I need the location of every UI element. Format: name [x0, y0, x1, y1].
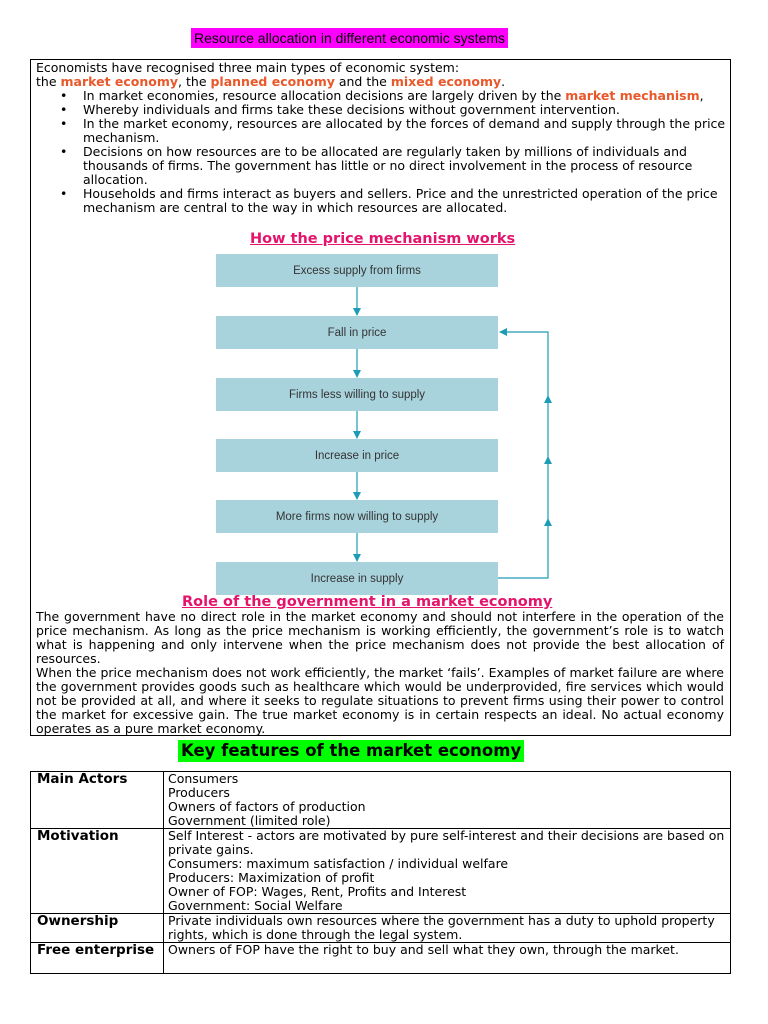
loop-arrowhead-icon — [544, 456, 552, 464]
bullet-icon: • — [60, 116, 68, 131]
table-row — [31, 772, 731, 829]
loop-arrowhead-icon — [544, 395, 552, 403]
key-features-title: Key features of the market economy — [178, 740, 524, 762]
feature-line: Private individuals own resources where the government has a duty to uphold property rights, which is done through the legal system. — [168, 913, 715, 942]
feedback-loop-arrow — [498, 332, 548, 578]
bullet-icon: • — [60, 186, 68, 201]
intro-text: , the — [178, 74, 211, 89]
market-mechanism-term: market mechanism — [565, 88, 700, 103]
feature-key: Motivation — [31, 829, 164, 914]
intro-text: . — [501, 74, 506, 89]
feature-line: Consumers: maximum satisfaction / individual welfare — [168, 856, 509, 871]
flow-step-text: Fall in price — [327, 327, 387, 339]
feature-line: Self Interest - actors are motivated by pure self-interest and their decisions are based on private gains. — [168, 828, 725, 857]
government-paragraph: The government have no direct role in the market economy and should not interfere in the operation of the price mechanism. As long as the price mechanism is working efficiently, the government’s role is to watch what is happening and only intervene when the price mechanism does not provide the best allocation of resources. — [36, 609, 724, 666]
bullet-text: In market economies, resource allocation decisions are largely driven by the — [83, 88, 566, 103]
flow-step-text: Increase in price — [314, 450, 400, 462]
market-economy-term: market economy — [60, 74, 179, 89]
feature-line: Owners of factors of production — [168, 799, 366, 814]
feature-line: Producers: Maximization of profit — [168, 870, 375, 885]
table-row — [31, 829, 731, 914]
planned-economy-term: planned economy — [210, 74, 335, 89]
feature-value — [164, 943, 731, 974]
table-row — [31, 943, 731, 974]
feature-line: Owner of FOP: Wages, Rent, Profits and Interest — [168, 884, 467, 899]
flow-step-text: More firms now willing to supply — [275, 511, 439, 523]
feature-line: Producers — [168, 785, 230, 800]
feature-value — [164, 772, 731, 829]
intro-line-1: Economists have recognised three main types of economic system: — [36, 60, 460, 75]
bullet-text: Households and firms interact as buyers and sellers. Price and the unrestricted operation of the price mechanism are central to the way in which resources are allocated. — [83, 186, 718, 215]
bullet-icon: • — [60, 102, 68, 117]
bullet-text: Decisions on how resources are to be allocated are regularly taken by millions of individuals and thousands of firms. The government has little or no direct involvement in the process of resource allocation. — [83, 144, 693, 187]
bullet-icon: • — [60, 144, 68, 159]
bullet-icon: • — [60, 88, 68, 103]
intro-text: the — [36, 74, 61, 89]
feature-key: Ownership — [31, 914, 164, 943]
government-role-text — [36, 610, 724, 736]
government-role-heading: Role of the government in a market economy — [182, 594, 553, 610]
feature-value — [164, 829, 731, 914]
bullet-text: Whereby individuals and firms take these decisions without government intervention. — [83, 102, 620, 117]
key-features-table — [30, 771, 731, 974]
feature-line: Government: Social Welfare — [168, 898, 343, 913]
flow-step-text: Excess supply from firms — [293, 265, 421, 277]
mixed-economy-term: mixed economy — [390, 74, 502, 89]
feature-line: Consumers — [168, 771, 239, 786]
price-mechanism-heading: How the price mechanism works — [250, 231, 516, 247]
government-paragraph: When the price mechanism does not work efficiently, the market ‘fails’. Examples of market failure are where the government provides goods such as healthcare which would be underprovided, fire services which would not be provided at all, and where it seeks to regulate situations to prevent firms using their power to control the market for excessive gain. The true market economy is in certain respects an ideal. No actual economy operates as a pure market economy. — [36, 665, 724, 736]
page-title: Resource allocation in different economic systems — [191, 28, 508, 48]
intro-text: and the — [334, 74, 391, 89]
bullet-text: , — [699, 88, 704, 103]
feature-line: Government (limited role) — [168, 813, 331, 828]
feature-key: Main Actors — [31, 772, 164, 829]
bullet-text: In the market economy, resources are allocated by the forces of demand and supply through the price mechanism. — [83, 116, 726, 145]
table-row — [31, 914, 731, 943]
feature-key: Free enterprise — [31, 943, 164, 974]
feature-line: Owners of FOP have the right to buy and sell what they own, through the market. — [168, 942, 679, 957]
loop-arrowhead-icon — [544, 518, 552, 526]
feature-value — [164, 914, 731, 943]
flow-step-text: Increase in supply — [310, 573, 404, 585]
flow-step-text: Firms less willing to supply — [288, 389, 426, 401]
